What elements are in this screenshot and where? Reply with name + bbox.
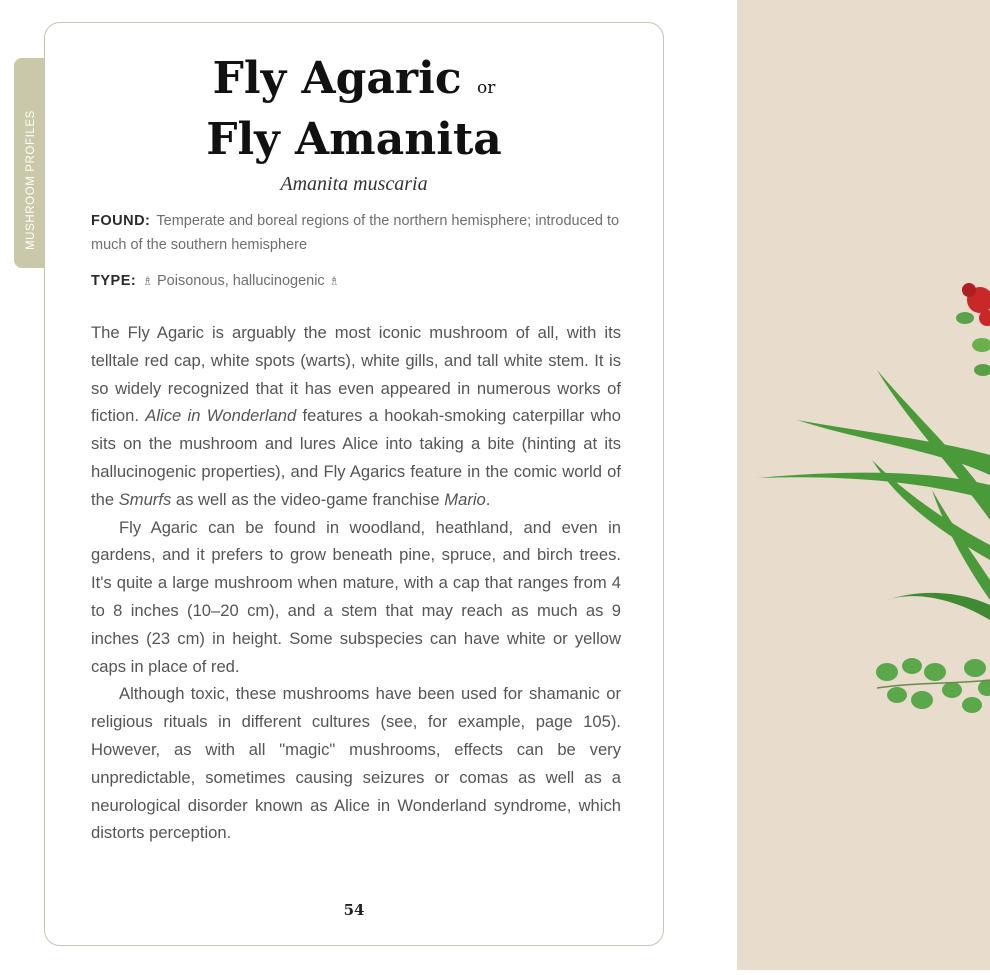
plant-illustration	[737, 0, 990, 970]
found-row	[91, 209, 621, 257]
article-body	[91, 319, 621, 847]
p1-italic-smurfs: Smurfs	[118, 489, 172, 509]
paragraph-1	[91, 319, 621, 514]
title-or: or	[476, 78, 496, 98]
poison-icon: ♗	[142, 274, 153, 288]
p1-text-a: The Fly Agaric is arguably the most iconic mushroom of all, with its telltale red cap, white spots (warts), white gills, and tall white stem. It is so widely recognized that it has even appeared in numerous works of fiction.	[91, 323, 621, 426]
scientific-name: Amanita muscaria	[280, 173, 428, 195]
leaf-blades	[757, 370, 990, 620]
hallucinogen-icon: ♗	[328, 274, 340, 288]
type-row	[91, 269, 621, 293]
botanical-illustration	[737, 0, 990, 970]
type-label: TYPE:	[91, 273, 137, 289]
p1-text-d: .	[485, 489, 491, 509]
page-card	[44, 22, 664, 946]
paragraph-2: Fly Agaric can be found in woodland, heathland, and even in gardens, and it prefers to grow beneath pine, spruce, and birch trees. It's quite a large mushroom when mature, with a cap that ranges from 4 to 8 inches (10–20 cm), and a stem that may reach as much as 9 inches (23 cm) in height. Some subspecies can have white or yellow caps in place of red.	[91, 517, 621, 676]
section-tab-label: MUSHROOM PROFILES	[25, 110, 37, 250]
round-leaves	[876, 658, 990, 713]
p1-italic-mario: Mario	[444, 489, 486, 509]
p1-italic-alice: Alice in Wonderland	[145, 406, 297, 426]
p1-text-c: as well as the video-game franchise	[171, 489, 445, 509]
page-title	[45, 53, 663, 166]
flower-cluster	[956, 283, 990, 376]
type-text: Poisonous, hallucinogenic	[157, 273, 325, 289]
found-label: FOUND:	[91, 213, 151, 229]
title-secondary: Fly Amanita	[206, 114, 502, 165]
title-primary: Fly Agaric	[212, 53, 462, 104]
p1-text-b: features a hookah-smoking caterpillar who sits on the mushroom and lures Alice into taking a bite (hinting at its hallucinogenic properties), and Fly Agarics feature in the comic world of the	[91, 406, 622, 509]
found-text: Temperate and boreal regions of the northern hemisphere; introduced to much of the southern hemisphere	[91, 213, 620, 253]
page-number: 54	[343, 901, 365, 919]
paragraph-3: Although toxic, these mushrooms have been used for shamanic or religious rituals in different cultures (see, for example, page 105). However, as with all "magic" mushrooms, effects can be very unpredictable, sometimes causing seizures or comas as well as a neurological disorder known as Alice in Wonderland syndrome, which distorts perception.	[91, 684, 621, 843]
